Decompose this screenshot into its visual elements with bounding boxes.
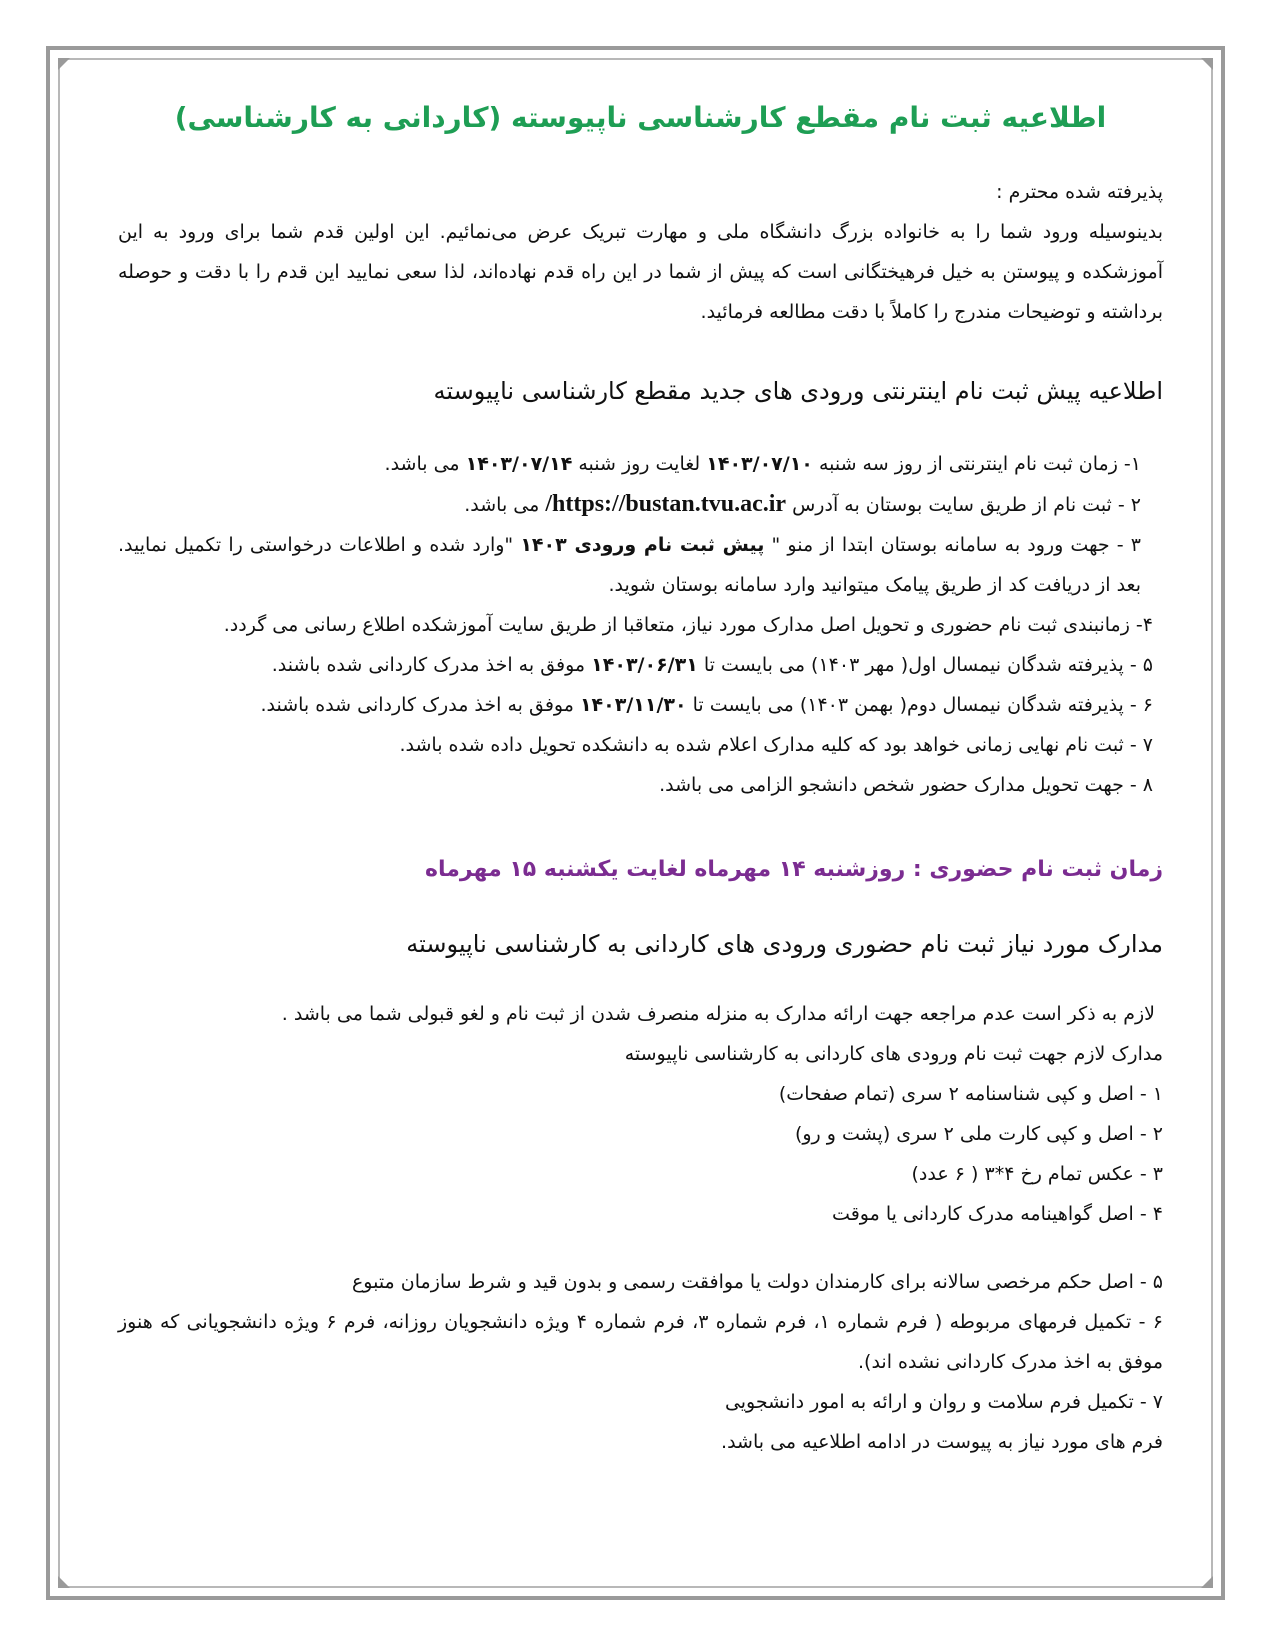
list-item: ۵ - پذیرفته شدگان نیمسال اول( مهر ۱۴۰۳) می بایست تا ۱۴۰۳/۰۶/۳۱ موفق به اخذ مدرک کاردانی شده باشند. bbox=[271, 654, 1153, 676]
documents-list bbox=[118, 994, 1163, 1462]
list-item: ۷ - ثبت نام نهایی زمانی خواهد بود که کلیه مدارک اعلام شده به دانشکده تحویل داده شده باشد. bbox=[399, 734, 1153, 756]
spacer bbox=[118, 1234, 1163, 1262]
documents-heading: مدارک مورد نیاز ثبت نام حضوری ورودی های کاردانی به کارشناسی ناپیوسته bbox=[406, 930, 1163, 958]
list-item: ۳ - عکس تمام رخ ۴*۳ ( ۶ عدد) bbox=[911, 1163, 1163, 1185]
list-item: ۲ - اصل و کپی کارت ملی ۲ سری (پشت و رو) bbox=[794, 1123, 1163, 1145]
list-item: ۵ - اصل حکم مرخصی سالانه برای کارمندان دولت یا موافقت رسمی و بدون قید و شرط سازمان متبوع bbox=[351, 1271, 1163, 1293]
preregistration-heading: اطلاعیه پیش ثبت نام اینترنتی ورودی های جدید مقطع کارشناسی ناپیوسته bbox=[433, 377, 1163, 405]
documents-subheading: مدارک لازم جهت ثبت نام ورودی های کاردانی به کارشناسی ناپیوسته bbox=[624, 1043, 1163, 1065]
corner-ornament bbox=[58, 1576, 70, 1588]
corner-ornament bbox=[1201, 1576, 1213, 1588]
list-item: ۲ - ثبت نام از طریق سایت بوستان به آدرس https://bustan.tvu.ac.ir/ می باشد. bbox=[464, 491, 1141, 517]
preregistration-list bbox=[118, 444, 1163, 805]
corner-ornament bbox=[1201, 58, 1213, 70]
greeting: پذیرفته شده محترم : bbox=[996, 181, 1163, 203]
page-title: اطلاعیه ثبت نام مقطع کارشناسی ناپیوسته (کاردانی به کارشناسی) bbox=[174, 101, 1107, 134]
list-item: ۱ - اصل و کپی شناسنامه ۲ سری (تمام صفحات) bbox=[778, 1083, 1163, 1105]
in-person-registration-time: زمان ثبت نام حضوری : روزشنبه ۱۴ مهرماه لغایت یکشنبه ۱۵ مهرماه bbox=[424, 857, 1163, 882]
list-item: ۶ - تکمیل فرمهای مربوطه ( فرم شماره ۱، فرم شماره ۳، فرم شماره ۴ ویژه دانشجویان روزانه، فرم ۶ ویژه دانشجویانی که هنوز موفق به اخذ مدرک کاردانی نشده اند). bbox=[118, 1311, 1163, 1373]
documents-footer: فرم های مورد نیاز به پیوست در ادامه اطلاعیه می باشد. bbox=[721, 1431, 1163, 1453]
list-item: ۳ - جهت ورود به سامانه بوستان ابتدا از منو " پیش ثبت نام ورودی ۱۴۰۳ "وارد شده و اطلاعات درخواستی را تکمیل نمایید. بعد از دریافت کد از طریق پیامک میتوانید وارد سامانه بوستان شوید. bbox=[118, 534, 1141, 596]
list-item: ۸ - جهت تحویل مدارک حضور شخص دانشجو الزامی می باشد. bbox=[659, 774, 1153, 796]
intro-paragraph: بدینوسیله ورود شما را به خانواده بزرگ دانشگاه ملی و مهارت تبریک عرض می‌نمائیم. این اولین قدم شما برای ورود به این آموزشکده و پیوستن به خیل فرهیختگانی است که پیش از شما در این راه قدم نهاده‌اند، لذا سعی نمایید این قدم را با دقت و حوصله برداشته و توضیحات مندرج را کاملاً با دقت مطالعه فرمائید. bbox=[118, 221, 1163, 323]
list-item: ۴ - اصل گواهینامه مدرک کاردانی یا موقت bbox=[832, 1203, 1163, 1225]
bustan-link[interactable]: https://bustan.tvu.ac.ir/ bbox=[545, 491, 787, 517]
list-item: ۴- زمانبندی ثبت نام حضوری و تحویل اصل مدارک مورد نیاز، متعاقبا از طریق سایت آموزشکده اطلاع رسانی می گردد. bbox=[223, 614, 1153, 636]
documents-note: لازم به ذکر است عدم مراجعه جهت ارائه مدارک به منزله منصرف شدن از ثبت نام و لغو قبولی شما می باشد . bbox=[281, 1003, 1155, 1025]
list-item: ۶ - پذیرفته شدگان نیمسال دوم( بهمن ۱۴۰۳) می بایست تا ۱۴۰۳/۱۱/۳۰ موفق به اخذ مدرک کاردانی شده باشند. bbox=[260, 694, 1153, 716]
list-item: ۷ - تکمیل فرم سلامت و روان و ارائه به امور دانشجویی bbox=[724, 1391, 1163, 1413]
list-item: ۱- زمان ثبت نام اینترنتی از روز سه شنبه ۱۴۰۳/۰۷/۱۰ لغایت روز شنبه ۱۴۰۳/۰۷/۱۴ می باشد. bbox=[384, 453, 1141, 475]
corner-ornament bbox=[58, 58, 70, 70]
